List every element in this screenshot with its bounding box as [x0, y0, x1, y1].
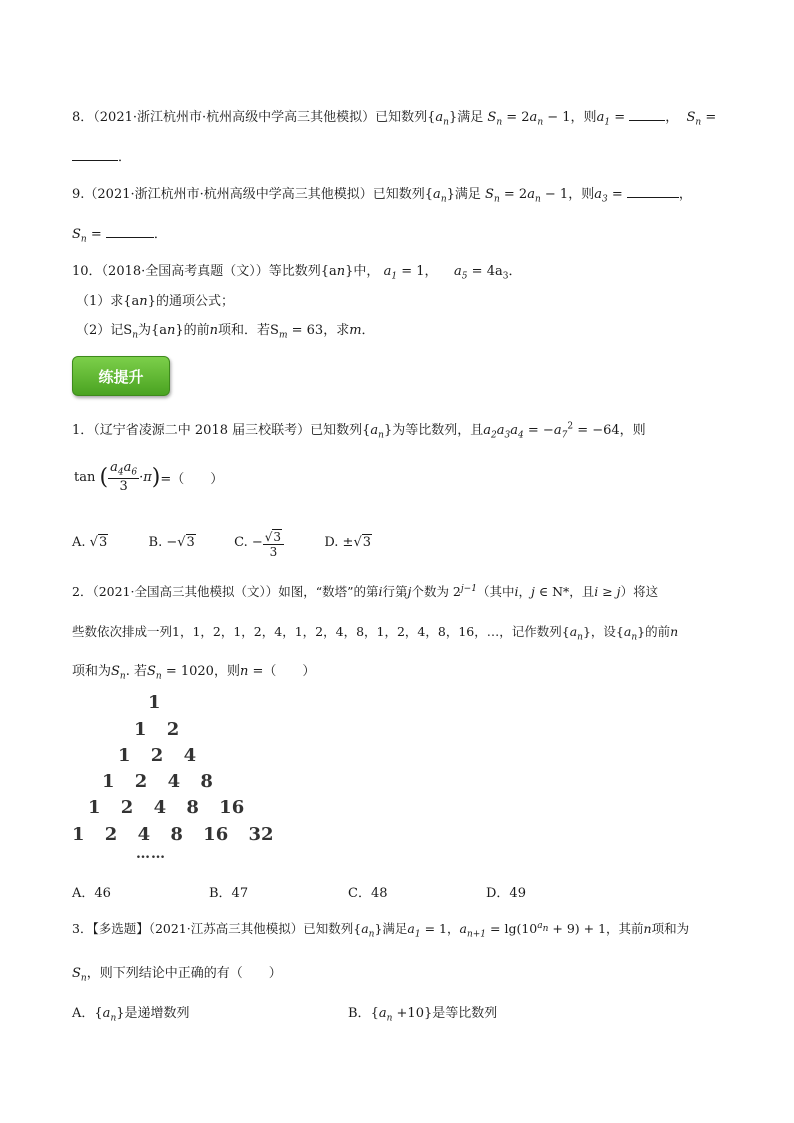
option-c[interactable]: C．48	[348, 886, 388, 901]
answer-blank	[72, 148, 118, 161]
answer-blank	[629, 108, 665, 121]
question-10-part-2: （2）记$S_n$为{an}的前n项和．若$S_m = 63$，求m．	[76, 323, 375, 341]
problem-1-line-2: tan ( $\frac{a_4a_6}{3}$ ·π ) =（ ）	[74, 460, 224, 494]
problem-1-line-1: 1．（辽宁省凌源二中 2018 届三校联考）已知数列$\{a_n\}$为等比数列，且$a_2a_3a_4 = -a_7^2 = -64$，则	[72, 421, 646, 441]
option-b[interactable]: B. −√3	[148, 535, 195, 550]
question-9-line-2: $S_n$ = ．	[72, 227, 167, 245]
option-c[interactable]: C. − $\frac{√3}{3}$	[234, 535, 284, 550]
answer-blank	[627, 185, 679, 198]
tower-row: 1 2	[134, 719, 180, 740]
tower-row: 1	[148, 692, 161, 713]
question-9-line-1: 9.（2021·浙江杭州市·杭州高级中学高三其他模拟）已知数列$\{a_n\}$满足 $S_n = 2a_n - 1$，则$a_3$ = ，	[72, 187, 692, 205]
tower-ellipsis: ……	[136, 846, 166, 862]
question-8-line-2: ．	[72, 146, 131, 165]
problem-2-line-1: 2．（2021·全国高三其他模拟（文））如图，“数塔”的第i行第j个数为 $2^{j-1}$（其中i，j ∈ N*，且i ≥ j）将这	[72, 583, 659, 599]
option-b[interactable]: B．47	[209, 886, 249, 901]
tower-row: 1 2 4	[118, 745, 197, 766]
fraction: $\frac{a_4a_6}{3}$	[110, 460, 138, 494]
problem-3-option-a[interactable]: A．$\{a_n\}$是递增数列	[72, 1006, 190, 1024]
problem-3-line-2: $S_n$，则下列结论中正确的有（ ）	[72, 966, 282, 984]
question-10-part-1: （1）求{an}的通项公式；	[76, 294, 234, 309]
option-a[interactable]: A. √3	[72, 535, 108, 550]
question-10-line-1: 10．（2018·全国高考真题（文））等比数列{an}中， $a_1 = 1$， $a_5 = 4a_3$．	[72, 264, 522, 282]
problem-3-line-1: 3．【多选题】（2021·江苏高三其他模拟）已知数列$\{a_n\}$满足$a_1 = 1$，$a_{n+1} = \lg(10^{a_n} + 9) + 1$，其前n项和为	[72, 920, 690, 940]
option-a[interactable]: A．46	[72, 886, 111, 901]
problem-3-option-b[interactable]: B．$\{a_n +10\}$是等比数列	[348, 1006, 498, 1024]
tower-row: 1 2 4 8 16 32	[72, 824, 274, 845]
answer-blank	[106, 225, 154, 238]
question-8-line-1: 8．（2021·浙江杭州市·杭州高级中学高三其他模拟）已知数列$\{a_n\}$满足 $S_n = 2a_n - 1$，则$a_1$ = ， $S_n$ =	[72, 110, 717, 128]
section-badge: 练提升	[72, 356, 170, 396]
option-d[interactable]: D. ±√3	[324, 535, 372, 550]
problem-2-line-2: 些数依次排成一列1，1，2，1，2，4，1，2，4，8，1，2，4，8，16，…，记作数列$\{a_n\}$，设$\{a_n\}$的前n	[72, 624, 679, 643]
tower-row: 1 2 4 8	[102, 771, 213, 792]
problem-1-options	[72, 530, 372, 559]
option-d[interactable]: D．49	[486, 886, 526, 901]
tower-row: 1 2 4 8 16	[88, 797, 245, 818]
problem-2-line-3: 项和为$S_n$. 若$S_n = 1020$，则n =（ ）	[72, 664, 316, 682]
